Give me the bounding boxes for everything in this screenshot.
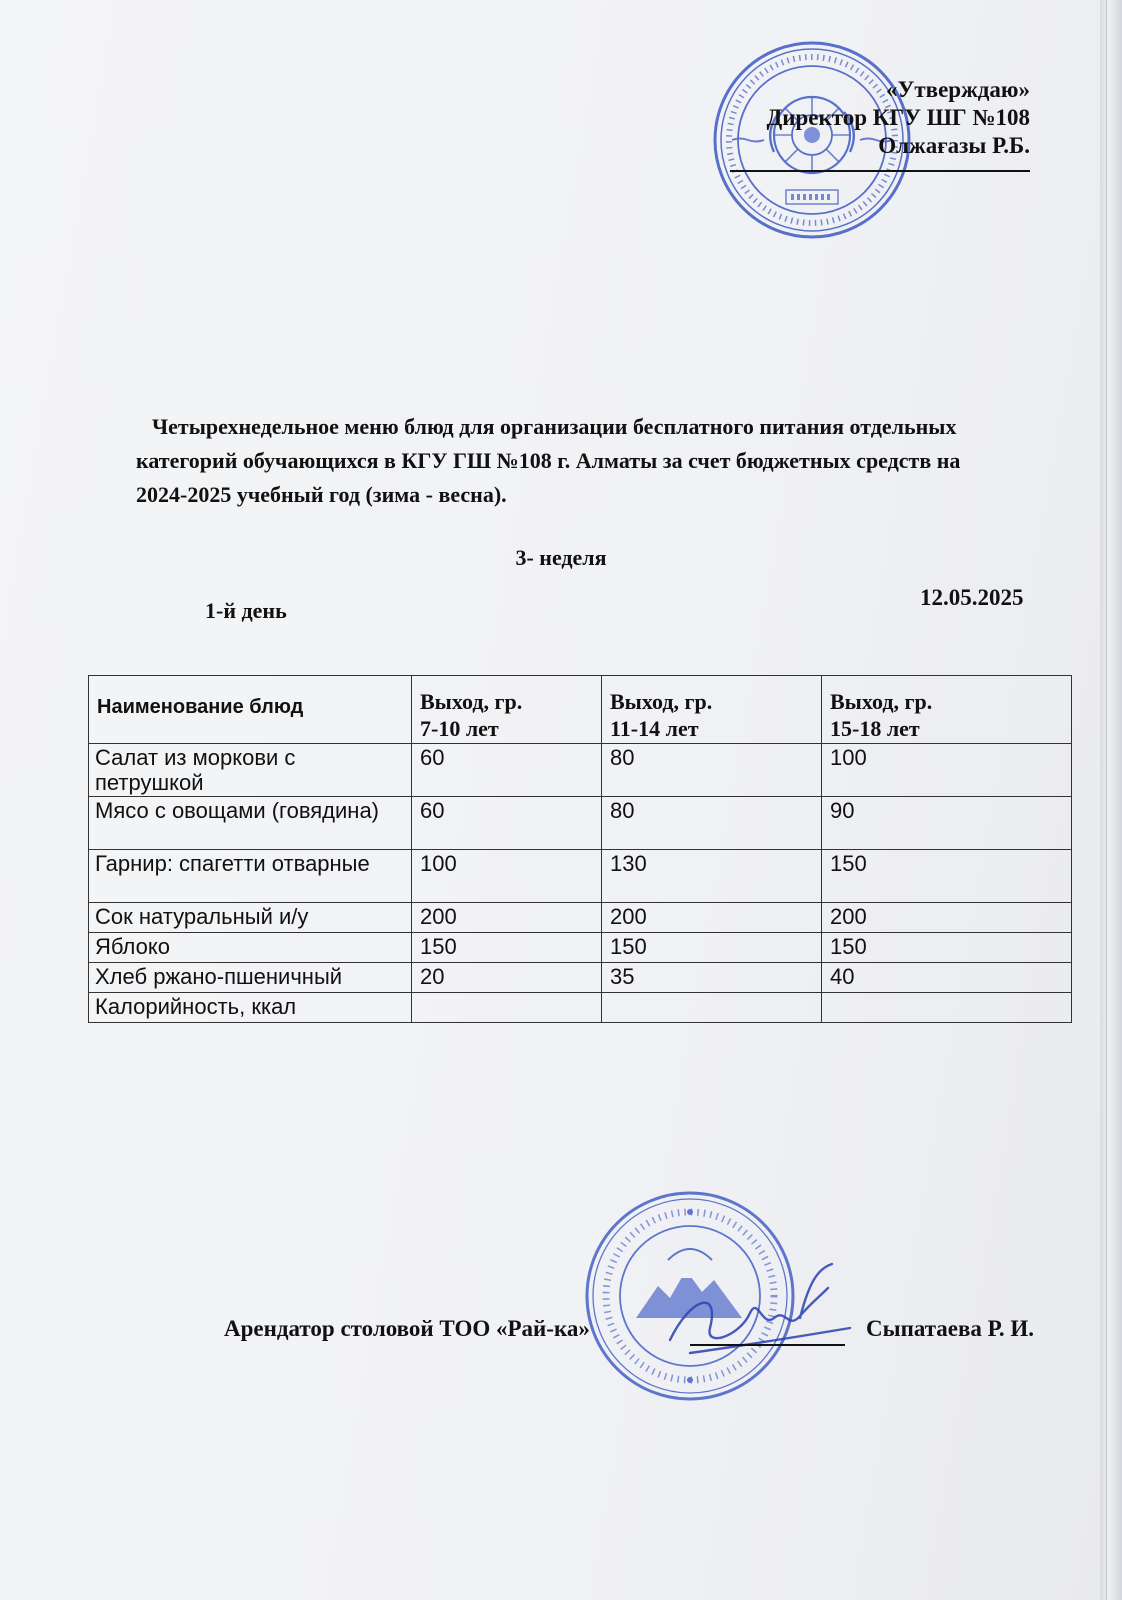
day-label: 1-й день bbox=[205, 598, 287, 623]
dish-name: Калорийность, ккал bbox=[89, 993, 412, 1023]
yield-15-18: 150 bbox=[822, 850, 1072, 903]
dish-name: Яблоко bbox=[89, 933, 412, 963]
page-edge bbox=[1100, 0, 1122, 1600]
yield-11-14: 150 bbox=[602, 933, 822, 963]
yield-11-14: 35 bbox=[602, 963, 822, 993]
yield-7-10: 100 bbox=[412, 850, 602, 903]
dish-name: Сок натуральный и/у bbox=[89, 903, 412, 933]
header-yield-11-14: Выход, гр. 11-14 лет bbox=[602, 676, 822, 744]
table-row bbox=[89, 903, 1072, 933]
table-row bbox=[89, 993, 1072, 1023]
document-title: Четырехнедельное меню блюд для организации бесплатного питания отдельных категорий обучающихся в КГУ ГШ №108 г. Алматы за счет бюджетных средств на 2024-2025 учебный год (зима - весна). bbox=[136, 414, 961, 507]
dish-name: Салат из моркови с петрушкой bbox=[89, 744, 412, 797]
week-label: 3- неделя bbox=[515, 545, 607, 570]
yield-11-14: 200 bbox=[602, 903, 822, 933]
table-row bbox=[89, 963, 1072, 993]
dish-name: Гарнир: спагетти отварные bbox=[89, 850, 412, 903]
yield-15-18: 100 bbox=[822, 744, 1072, 797]
yield-15-18 bbox=[822, 993, 1072, 1023]
yield-7-10 bbox=[412, 993, 602, 1023]
yield-11-14: 130 bbox=[602, 850, 822, 903]
table-row bbox=[89, 744, 1072, 797]
yield-11-14: 80 bbox=[602, 744, 822, 797]
header-yield-15-18: Выход, гр. 15-18 лет bbox=[822, 676, 1072, 744]
approval-signatory: Олжағазы Р.Б. bbox=[878, 133, 1030, 158]
yield-15-18: 40 bbox=[822, 963, 1072, 993]
menu-table bbox=[88, 675, 1072, 1023]
header-yield-7-10: Выход, гр. 7-10 лет bbox=[412, 676, 602, 744]
dish-name: Мясо с овощами (говядина) bbox=[89, 797, 412, 850]
yield-15-18: 90 bbox=[822, 797, 1072, 850]
approval-signature-line bbox=[730, 164, 1030, 172]
yield-11-14 bbox=[602, 993, 822, 1023]
header-dish-name: Наименование блюд bbox=[89, 676, 412, 744]
yield-11-14: 80 bbox=[602, 797, 822, 850]
dish-name: Хлеб ржано-пшеничный bbox=[89, 963, 412, 993]
yield-7-10: 200 bbox=[412, 903, 602, 933]
menu-date: 12.05.2025 bbox=[920, 585, 1024, 610]
tenant-signature-line bbox=[690, 1344, 845, 1346]
handwritten-signature bbox=[650, 1258, 860, 1368]
yield-15-18: 150 bbox=[822, 933, 1072, 963]
yield-7-10: 150 bbox=[412, 933, 602, 963]
table-header-row bbox=[89, 676, 1072, 744]
approval-heading: «Утверждаю» bbox=[886, 77, 1030, 102]
tenant-signatory: Сыпатаева Р. И. bbox=[866, 1316, 1034, 1341]
table-row bbox=[89, 933, 1072, 963]
yield-7-10: 20 bbox=[412, 963, 602, 993]
table-row bbox=[89, 797, 1072, 850]
table-row bbox=[89, 850, 1072, 903]
approval-position: Директор КГУ ШГ №108 bbox=[766, 105, 1030, 130]
yield-15-18: 200 bbox=[822, 903, 1072, 933]
approval-block bbox=[700, 76, 1030, 172]
yield-7-10: 60 bbox=[412, 797, 602, 850]
tenant-label: Арендатор столовой ТОО «Рай-ка» bbox=[224, 1316, 590, 1341]
yield-7-10: 60 bbox=[412, 744, 602, 797]
